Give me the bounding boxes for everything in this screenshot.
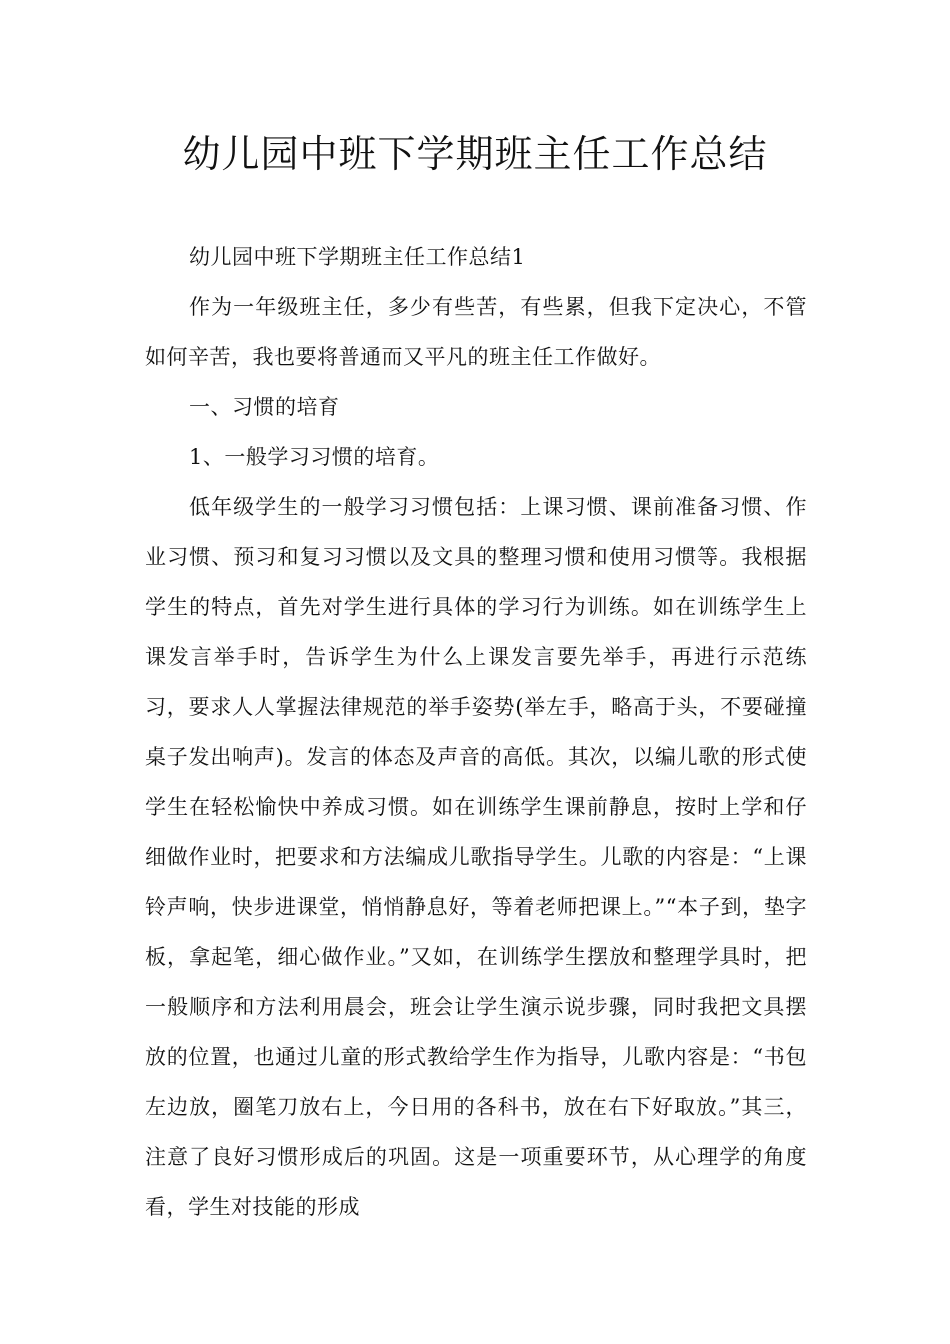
section-heading-summary-1: 幼儿园中班下学期班主任工作总结1 <box>189 245 526 269</box>
body-paragraph: 低年级学生的一般学习习惯包括：上课习惯、课前准备习惯、作业习惯、预习和复习习惯以及文具的整理习惯和使用习惯等。我根据学生的特点，首先对学生进行具体的学习行为训练。如在训练学生上课发言举手时，告诉学生为什么上课发言要先举手，再进行示范练习，要求人人掌握法律规范的举手姿势(举左手，略高于头，不要碰撞桌子发出响声)。发言的体态及声音的高低。其次，以编儿歌的形式使学生在轻松愉快中养成习惯。如在训练学生课前静息，按时上学和仔细做作业时，把要求和方法编成儿歌指导学生。儿歌的内容是：“上课铃声响，快步进课堂，悄悄静息好，等着老师把课上。”“本子到，垫字板，拿起笔，细心做作业。”又如，在训练学生摆放和整理学具时，把一般顺序和方法利用晨会，班会让学生演示说步骤，同时我把文具摆放的位置，也通过儿童的形式教给学生作为指导，儿歌内容是：“书包左边放，圈笔刀放右上，今日用的各科书，放在右下好取放。”其三，注意了良好习惯形成后的巩固。这是一项重要环节，从心理学的角度看，学生对技能的形成 <box>145 495 807 1219</box>
section-heading-habits: 一、习惯的培育 <box>189 395 340 419</box>
document-title: 幼儿园中班下学期班主任工作总结 <box>182 132 768 176</box>
document-body <box>145 232 807 1232</box>
subsection-heading-study-habits: 1、一般学习习惯的培育。 <box>189 445 440 469</box>
intro-paragraph: 作为一年级班主任，多少有些苦，有些累，但我下定决心，不管如何辛苦，我也要将普通而又平凡的班主任工作做好。 <box>145 295 807 369</box>
